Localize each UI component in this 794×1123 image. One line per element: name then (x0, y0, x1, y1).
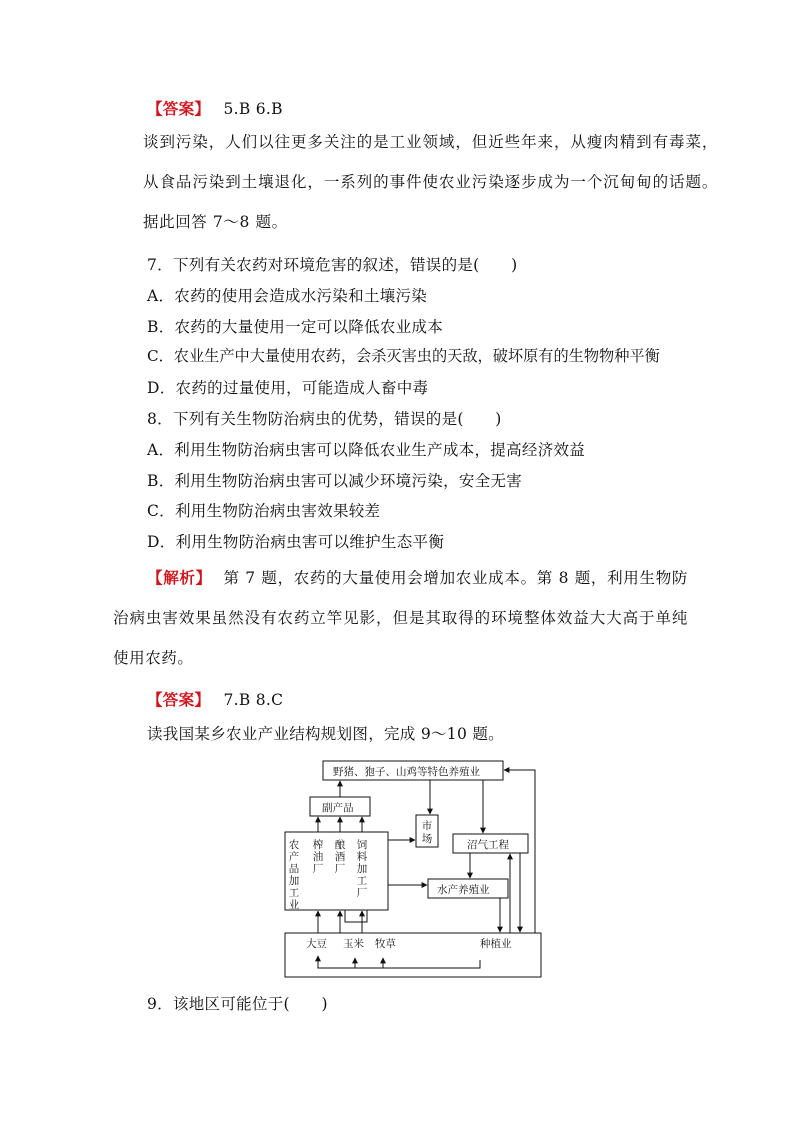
market-label-2: 场 (421, 833, 433, 845)
svg-text:榨: 榨 (312, 839, 324, 851)
analysis-tag: 【解析】 (147, 569, 212, 587)
q8-option-c: C．利用生物防治病虫害效果较差 (147, 502, 381, 520)
svg-text:品: 品 (288, 863, 300, 875)
answer-tag-2: 【答案】 (147, 691, 211, 709)
q8-option-d: D．利用生物防治病虫害可以维护生态平衡 (147, 533, 445, 551)
forage-label: 牧草 (375, 938, 396, 950)
svg-text:酒: 酒 (334, 851, 346, 863)
read-instruction: 读我国某乡农业产业结构规划图，完成 9～10 题。 (147, 725, 504, 743)
q7-option-c: C．农业生产中大量使用农药，会杀灭害虫的天敌，破坏原有的生物物种平衡 (147, 347, 660, 365)
svg-text:工: 工 (356, 875, 368, 887)
feed-factory-vertical (357, 839, 368, 899)
q9-stem: 9．该地区可能位于( ) (147, 995, 328, 1013)
q7-option-b: B．农药的大量使用一定可以降低农业成本 (147, 318, 444, 336)
answer-text: 5.B 6.B (223, 100, 283, 118)
soybean-label: 大豆 (306, 938, 327, 950)
intro-paragraph: 谈到污染，人们以往更多关注的是工业领域，但近些年来，从瘦肉精到有毒菜，从食品污染到土壤退化，一系列的事件使农业污染逐步成为一个沉甸甸的话题。据此回答 7～8 题。 (143, 133, 718, 231)
svg-text:加: 加 (356, 863, 368, 875)
q7-option-d: D．农药的过量使用，可能造成人畜中毒 (147, 379, 429, 397)
aquaculture-label: 水产养殖业 (437, 884, 490, 896)
svg-text:工: 工 (288, 887, 300, 899)
brewery-vertical (335, 838, 346, 875)
svg-text:加: 加 (288, 875, 300, 887)
svg-text:业: 业 (288, 899, 300, 911)
answer-text-2: 7.B 8.C (223, 691, 284, 709)
planting-label: 种植业 (480, 938, 512, 950)
svg-text:酿: 酿 (334, 839, 346, 851)
oil-factory-vertical (313, 838, 324, 875)
breeding-label: 野猪、狍子、山鸡等特色养殖业 (333, 766, 480, 778)
svg-text:饲: 饲 (356, 839, 368, 851)
q7-stem: 7．下列有关农药对环境危害的叙述，错误的是( ) (147, 256, 518, 274)
byproduct-label: 副产品 (322, 802, 354, 814)
svg-text:农: 农 (288, 839, 300, 851)
q8-option-a: A．利用生物防治病虫害可以降低农业生产成本，提高经济效益 (147, 441, 586, 459)
q8-option-b: B．利用生物防治病虫害可以减少环境污染，安全无害 (147, 472, 523, 490)
corn-label: 玉米 (343, 938, 364, 950)
svg-text:厂: 厂 (334, 863, 346, 875)
agro-processing-vertical (289, 838, 300, 911)
q7-option-a: A．农药的使用会造成水污染和土壤污染 (147, 287, 428, 305)
analysis-text: 第 7 题，农药的大量使用会增加农业成本。第 8 题，利用生物防治病虫害效果虽然没有农药立竿见影，但是其取得的环境整体效益大大高于单纯使用农药。 (113, 569, 689, 667)
answer-tag: 【答案】 (147, 100, 211, 118)
market-label: 市 (421, 820, 433, 832)
svg-text:产: 产 (288, 851, 300, 863)
svg-text:厂: 厂 (312, 863, 324, 875)
svg-text:料: 料 (356, 851, 368, 863)
biogas-label: 沼气工程 (467, 839, 509, 851)
svg-text:油: 油 (312, 851, 324, 863)
q8-stem: 8．下列有关生物防治病虫的优势，错误的是( ) (147, 410, 502, 428)
svg-text:厂: 厂 (356, 887, 368, 899)
